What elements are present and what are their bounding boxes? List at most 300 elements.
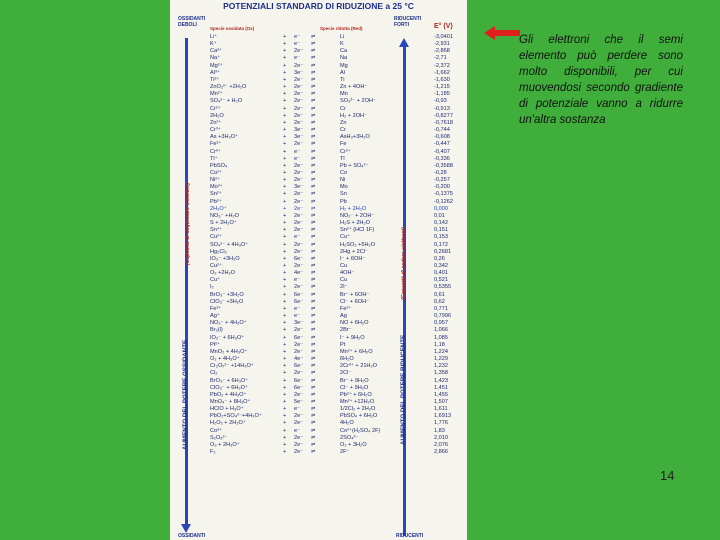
potential-value: -0,336	[434, 155, 450, 162]
half-reaction-row	[170, 242, 467, 249]
plus-sign: +	[283, 191, 287, 198]
electrons: 2e⁻	[294, 198, 304, 205]
plus-sign: +	[283, 241, 287, 248]
equilibrium-icon: ⇌	[311, 220, 316, 227]
electrons: 2e⁻	[294, 227, 304, 234]
half-reaction-row	[170, 91, 467, 98]
oxidized-species: PbO₂+SO₄²⁻+4H₃O⁺	[210, 413, 262, 420]
oxidized-species: Sn⁴⁺	[210, 227, 223, 234]
explanation-text: Gli elettroni che il semi elemento può perdere sono molto disponibili, per cui muovendosi secondo gradiente di potenziale vanno a ridurre un'altra sostanza	[519, 34, 683, 126]
plus-sign: +	[283, 441, 287, 448]
potential-value: 2,010	[434, 434, 448, 441]
electrons: e⁻	[294, 277, 301, 284]
electrons: 2e⁻	[294, 105, 304, 112]
half-reaction-row	[170, 349, 467, 356]
reduced-species: Cr	[340, 127, 346, 134]
reduced-species: O₂ + 3H₂O	[340, 441, 367, 448]
electrons: 3e⁻	[294, 69, 304, 76]
equilibrium-icon: ⇌	[311, 177, 316, 184]
plus-sign: +	[283, 305, 287, 312]
plus-sign: +	[283, 413, 287, 420]
potential-value: -1,662	[434, 69, 450, 76]
reduced-species: Cl⁻ + 9H₂O	[340, 384, 369, 391]
plus-sign: +	[283, 391, 287, 398]
oxidized-species: Cr²⁺	[210, 105, 221, 112]
oxidized-species: ClO₃⁻ +3H₂O	[210, 298, 244, 305]
potential-value: 1,423	[434, 377, 448, 384]
potential-value: -0,1375	[434, 191, 453, 198]
oxidized-species: F₂	[210, 449, 216, 456]
equilibrium-icon: ⇌	[311, 298, 316, 305]
plus-sign: +	[283, 76, 287, 83]
plus-sign: +	[283, 169, 287, 176]
electrons: 2e⁻	[294, 76, 304, 83]
reduced-species: NO₂⁻ + 2OH⁻	[340, 212, 375, 219]
half-reaction-row	[170, 263, 467, 270]
oxidized-species: Ti²⁺	[210, 76, 220, 83]
potential-value: 0,5355	[434, 284, 452, 291]
reduced-species: I⁻ + 9H₂O	[340, 334, 365, 341]
potential-value: 1,83	[434, 427, 445, 434]
oxidized-species: IO₃⁻ +3H₂O	[210, 255, 240, 262]
electrons: 2e⁻	[294, 205, 304, 212]
oxidized-species: Cr₂O₇²⁻ +14H₃O⁺	[210, 363, 254, 370]
reduced-species: Pb	[340, 198, 347, 205]
electrons: 3e⁻	[294, 320, 304, 327]
plus-sign: +	[283, 327, 287, 334]
half-reaction-row	[170, 435, 467, 442]
plus-sign: +	[283, 69, 287, 76]
equilibrium-icon: ⇌	[311, 205, 316, 212]
potential-value: 1,085	[434, 334, 448, 341]
plus-sign: +	[283, 277, 287, 284]
electrons: 2e⁻	[294, 327, 304, 334]
potential-value: 0,771	[434, 305, 448, 312]
plus-sign: +	[283, 127, 287, 134]
potential-value: 0,2681	[434, 248, 452, 255]
plus-sign: +	[283, 248, 287, 255]
plus-sign: +	[283, 263, 287, 269]
plus-sign: +	[283, 427, 287, 434]
oxidized-species: O₂ +2H₂O	[210, 270, 236, 277]
potential-value: 0,26	[434, 255, 445, 262]
reduced-species: H₂ + 2H₂O	[340, 205, 367, 212]
plus-sign: +	[283, 141, 287, 148]
reduced-species: Pt	[340, 341, 346, 348]
plus-sign: +	[283, 363, 287, 370]
electrons: e⁻	[294, 41, 301, 48]
electrons: 6e⁻	[294, 298, 304, 305]
reduced-species: 4H₂O	[340, 420, 354, 427]
potential-head: E° (V)	[434, 23, 453, 30]
electrons: 2e⁻	[294, 420, 304, 427]
oxidized-species: O₃ + 2H₃O⁺	[210, 441, 240, 448]
potential-value: 0,342	[434, 263, 448, 269]
oxidized-species: Cu²⁺	[210, 263, 222, 269]
plus-sign: +	[283, 234, 287, 241]
potential-value: -0,257	[434, 177, 450, 184]
potential-value: -1,630	[434, 76, 450, 83]
equilibrium-icon: ⇌	[311, 313, 316, 320]
equilibrium-icon: ⇌	[311, 413, 316, 420]
reduced-species: Pb²⁺ + 6H₂O	[340, 391, 372, 398]
half-reaction-row	[170, 449, 467, 456]
potential-value: 0,142	[434, 220, 448, 227]
oxidized-species: Co²⁺	[210, 169, 222, 176]
half-reaction-row	[170, 163, 467, 170]
plus-sign: +	[283, 298, 287, 305]
oxidized-species: NO₃⁻ +H₂O	[210, 212, 240, 219]
electrons: 2e⁻	[294, 391, 304, 398]
half-reaction-row	[170, 378, 467, 385]
half-reaction-row	[170, 120, 467, 127]
oxidized-species: BrO₃⁻ + 6H₃O⁺	[210, 377, 249, 384]
oxidized-species: Li⁺	[210, 34, 218, 40]
oxidized-species: BrO₃⁻ +3H₂O	[210, 291, 244, 298]
equilibrium-icon: ⇌	[311, 334, 316, 341]
electrons: 2e⁻	[294, 263, 304, 269]
oxidized-species: K⁺	[210, 41, 217, 48]
potential-value: 0,521	[434, 277, 448, 284]
potential-value: 2,866	[434, 449, 448, 456]
plus-sign: +	[283, 105, 287, 112]
reduced-species: 2Br⁻	[340, 327, 352, 334]
potential-value: -0,28	[434, 169, 447, 176]
reduced-species: Na	[340, 55, 348, 62]
oxidized-species: I₂	[210, 284, 214, 291]
equilibrium-icon: ⇌	[311, 255, 316, 262]
reduced-species: 2Hg + 2Cl⁻	[340, 248, 368, 255]
half-reaction-row	[170, 292, 467, 299]
electrons: 2e⁻	[294, 370, 304, 377]
half-reaction-row	[170, 55, 467, 62]
plus-sign: +	[283, 119, 287, 126]
potential-value: 1,6913	[434, 413, 452, 420]
right-foot: RIDUCENTI	[396, 533, 424, 539]
potential-value: 1,232	[434, 363, 448, 370]
reduced-species: Li	[340, 34, 345, 40]
plus-sign: +	[283, 112, 287, 119]
reduced-species: Zn	[340, 119, 347, 126]
equilibrium-icon: ⇌	[311, 277, 316, 284]
electrons: 2e⁻	[294, 220, 304, 227]
oxidized-species: Tl⁺	[210, 155, 218, 162]
plus-sign: +	[283, 34, 287, 40]
potential-value: 1,224	[434, 348, 448, 355]
potential-value: 0,151	[434, 227, 448, 234]
electrons: 2e⁻	[294, 212, 304, 219]
oxidized-species: Fe²⁺	[210, 141, 222, 148]
electrons: 2e⁻	[294, 241, 304, 248]
electrons: 2e⁻	[294, 341, 304, 348]
potential-value: -0,407	[434, 148, 450, 155]
plus-sign: +	[283, 384, 287, 391]
potential-value: 0,7996	[434, 313, 452, 320]
equilibrium-icon: ⇌	[311, 198, 316, 205]
oxidized-species: Zn²⁺	[210, 119, 222, 126]
reduced-species: 6H₂O	[340, 356, 354, 363]
oxidized-species: Fe³⁺	[210, 305, 222, 312]
reduced-species: 2Cr³⁺ + 21H₂O	[340, 363, 377, 370]
oxidized-species: Mg²⁺	[210, 62, 223, 69]
half-reaction-rows	[170, 34, 467, 456]
oxidized-species: Ag⁺	[210, 313, 220, 320]
equilibrium-icon: ⇌	[311, 48, 316, 55]
half-reaction-row	[170, 342, 467, 349]
potential-value: 1,507	[434, 398, 448, 405]
plus-sign: +	[283, 334, 287, 341]
reduced-species: Cr	[340, 105, 346, 112]
equilibrium-icon: ⇌	[311, 420, 316, 427]
half-reaction-row	[170, 98, 467, 105]
oxidized-species: IO₃⁻ + 6H₃O⁺	[210, 334, 245, 341]
reduced-species: Mo	[340, 184, 348, 191]
left-axis-label: AUMENTO DEL POTERE OSSIDANTE	[182, 339, 189, 450]
equilibrium-icon: ⇌	[311, 141, 316, 148]
electrons: 6e⁻	[294, 377, 304, 384]
half-reaction-row	[170, 206, 467, 213]
electrons: e⁻	[294, 34, 301, 40]
half-reaction-row	[170, 77, 467, 84]
oxidized-species: Pb²⁺	[210, 198, 222, 205]
reduced-species: Mg	[340, 62, 348, 69]
reduced-species: 2Cl⁻	[340, 370, 352, 377]
equilibrium-icon: ⇌	[311, 234, 316, 241]
plus-sign: +	[283, 320, 287, 327]
equilibrium-icon: ⇌	[311, 34, 316, 40]
equilibrium-icon: ⇌	[311, 127, 316, 134]
reduced-species: Co²⁺(H₂SO₄ 2F)	[340, 427, 381, 434]
oxidized-species: ZnO₂²⁻ +2H₂O	[210, 84, 247, 91]
plus-sign: +	[283, 356, 287, 363]
electrons: 2e⁻	[294, 348, 304, 355]
potential-value: 1,18	[434, 341, 445, 348]
electrons: 2e⁻	[294, 141, 304, 148]
electrons: e⁻	[294, 313, 301, 320]
reduced-species: Ti	[340, 76, 345, 83]
half-reaction-row	[170, 191, 467, 198]
equilibrium-icon: ⇌	[311, 327, 316, 334]
equilibrium-icon: ⇌	[311, 191, 316, 198]
half-reaction-row	[170, 113, 467, 120]
electrons: 3e⁻	[294, 134, 304, 141]
electrons: 2e⁻	[294, 284, 304, 291]
reduced-species: AsH₃+3H₂O	[340, 134, 370, 141]
plus-sign: +	[283, 270, 287, 277]
electrons: 2e⁻	[294, 248, 304, 255]
plus-sign: +	[283, 148, 287, 155]
equilibrium-icon: ⇌	[311, 449, 316, 456]
oxidized-species: NO₃⁻ + 4H₃O⁺	[210, 320, 247, 327]
equilibrium-icon: ⇌	[311, 148, 316, 155]
plus-sign: +	[283, 449, 287, 456]
electrons: 4e⁻	[294, 270, 304, 277]
potential-value: 1,455	[434, 391, 448, 398]
half-reaction-row	[170, 428, 467, 435]
electrons: 5e⁻	[294, 398, 304, 405]
reduced-species: Cl⁻ + 6OH⁻	[340, 298, 370, 305]
oxidized-species: Na⁺	[210, 55, 221, 62]
half-reaction-row	[170, 234, 467, 241]
equilibrium-icon: ⇌	[311, 55, 316, 62]
equilibrium-icon: ⇌	[311, 356, 316, 363]
equilibrium-icon: ⇌	[311, 363, 316, 370]
potential-value: -0,1262	[434, 198, 453, 205]
reduced-species: Co	[340, 169, 348, 176]
electrons: 2e⁻	[294, 98, 304, 105]
reduced-species: Mn	[340, 91, 348, 98]
oxidized-species: MnO₄⁻ + 8H₃O⁺	[210, 398, 251, 405]
oxidized-species: Al³⁺	[210, 69, 220, 76]
plus-sign: +	[283, 184, 287, 191]
potential-value: -2,71	[434, 55, 447, 62]
potential-value: 0,62	[434, 298, 445, 305]
potential-value: -0,447	[434, 141, 450, 148]
potential-value: -0,608	[434, 134, 450, 141]
plus-sign: +	[283, 420, 287, 427]
half-reaction-row	[170, 299, 467, 306]
electrons: 2e⁻	[294, 413, 304, 420]
half-reaction-row	[170, 249, 467, 256]
oxidized-species: MnO₂ + 4H₃O⁺	[210, 348, 248, 355]
half-reaction-row	[170, 320, 467, 327]
electrons: 2e⁻	[294, 434, 304, 441]
oxidized-species: Mo³⁺	[210, 184, 223, 191]
equilibrium-icon: ⇌	[311, 248, 316, 255]
electrons: 3e⁻	[294, 127, 304, 134]
plus-sign: +	[283, 162, 287, 169]
reduced-species: H₂SO₃ +5H₂O	[340, 241, 376, 248]
electrons: 2e⁻	[294, 169, 304, 176]
reduced-species: Ca	[340, 48, 348, 55]
equilibrium-icon: ⇌	[311, 162, 316, 169]
half-reaction-row	[170, 70, 467, 77]
electrons: 2e⁻	[294, 91, 304, 98]
oxidized-species: PbO₂ + 4H₃O⁺	[210, 391, 247, 398]
equilibrium-icon: ⇌	[311, 41, 316, 48]
oxidized-species: Cl₂	[210, 370, 218, 377]
potential-value: -0,7618	[434, 119, 453, 126]
equilibrium-icon: ⇌	[311, 434, 316, 441]
reduced-species: Br⁻ + 9H₂O	[340, 377, 369, 384]
oxidized-species: Co³⁺	[210, 427, 222, 434]
half-reaction-row	[170, 363, 467, 370]
half-reaction-row	[170, 335, 467, 342]
potential-value: 0,61	[434, 291, 445, 298]
equilibrium-icon: ⇌	[311, 441, 316, 448]
potential-value: 0,000	[434, 205, 448, 212]
reduced-species: H₂S + 2H₂O	[340, 220, 370, 227]
electrons: e⁻	[294, 406, 301, 413]
plus-sign: +	[283, 377, 287, 384]
electrons: 6e⁻	[294, 363, 304, 370]
electrons: 6e⁻	[294, 334, 304, 341]
half-reaction-row	[170, 213, 467, 220]
plus-sign: +	[283, 98, 287, 105]
electrons: e⁻	[294, 155, 301, 162]
electrons: 2e⁻	[294, 441, 304, 448]
equilibrium-icon: ⇌	[311, 69, 316, 76]
potential-value: 1,358	[434, 370, 448, 377]
left-axis-arrow	[181, 524, 191, 533]
oxidized-species: Ca²⁺	[210, 48, 222, 55]
electrons: 2e⁻	[294, 177, 304, 184]
oxidized-species: Pt²⁺	[210, 341, 221, 348]
oxidized-species: Ni²⁺	[210, 177, 221, 184]
half-reaction-row	[170, 370, 467, 377]
oxidized-species: Br₂(l)	[210, 327, 223, 334]
half-reaction-row	[170, 327, 467, 334]
plus-sign: +	[283, 55, 287, 62]
plus-sign: +	[283, 91, 287, 98]
potential-value: 2,076	[434, 441, 448, 448]
electrons: 2e⁻	[294, 62, 304, 69]
potential-value: -3,0401	[434, 34, 453, 40]
electrons: 2e⁻	[294, 162, 304, 169]
reduced-species: NO + 6H₂O	[340, 320, 369, 327]
left-axis-sublabel: (Capacità di acquistare elettroni)	[185, 182, 191, 265]
equilibrium-icon: ⇌	[311, 348, 316, 355]
oxidized-species: Sn²⁺	[210, 191, 222, 198]
electrons: 3e⁻	[294, 184, 304, 191]
oxidized-species: Hg₂Cl₂	[210, 248, 227, 255]
reduced-species: I⁻ + 6OH⁻	[340, 255, 366, 262]
oxidized-species-head: Specie ossidata (Ox)	[210, 26, 255, 31]
reduced-species: Br⁻ + 6OH⁻	[340, 291, 370, 298]
oxidized-species: Cu⁺	[210, 277, 221, 284]
oxidized-species: ClO₃⁻ + 6H₃O⁺	[210, 384, 248, 391]
equilibrium-icon: ⇌	[311, 263, 316, 269]
plus-sign: +	[283, 227, 287, 234]
page-number: 14	[660, 468, 675, 483]
reduced-species-head: Specie ridotta (Red)	[320, 26, 363, 31]
plus-sign: +	[283, 341, 287, 348]
table-title: POTENZIALI STANDARD DI RIDUZIONE a 25 °C	[223, 1, 414, 11]
electrons: 2e⁻	[294, 112, 304, 119]
oxidized-species: SO₄²⁻ + 4H₃O⁺	[210, 241, 249, 248]
equilibrium-icon: ⇌	[311, 227, 316, 234]
equilibrium-icon: ⇌	[311, 62, 316, 69]
plus-sign: +	[283, 255, 287, 262]
reduced-species: 1/2Cl₂ + 2H₂O	[340, 406, 376, 413]
equilibrium-icon: ⇌	[311, 212, 316, 219]
oxidized-species: As +3H₃O⁺	[210, 134, 239, 141]
equilibrium-icon: ⇌	[311, 134, 316, 141]
electrons: 2e⁻	[294, 84, 304, 91]
reduced-species: Pb + SO₄²⁻	[340, 162, 369, 169]
equilibrium-icon: ⇌	[311, 184, 316, 191]
reduced-species: Fe²⁺	[340, 305, 352, 312]
equilibrium-icon: ⇌	[311, 98, 316, 105]
half-reaction-row	[170, 141, 467, 148]
oxidized-species: PbSO₄	[210, 162, 228, 169]
oxidized-species: Cu²⁺	[210, 234, 222, 241]
electrons: 4e⁻	[294, 356, 304, 363]
potential-value: 1,451	[434, 384, 448, 391]
plus-sign: +	[283, 177, 287, 184]
electrons: 6e⁻	[294, 255, 304, 262]
plus-sign: +	[283, 284, 287, 291]
potential-value: 0,401	[434, 270, 448, 277]
plus-sign: +	[283, 84, 287, 91]
plus-sign: +	[283, 155, 287, 162]
oxidized-species: 2H₃O⁺	[210, 205, 227, 212]
potential-value: 0,172	[434, 241, 448, 248]
equilibrium-icon: ⇌	[311, 112, 316, 119]
half-reaction-row	[170, 106, 467, 113]
potential-value: -2,372	[434, 62, 450, 69]
plus-sign: +	[283, 48, 287, 55]
